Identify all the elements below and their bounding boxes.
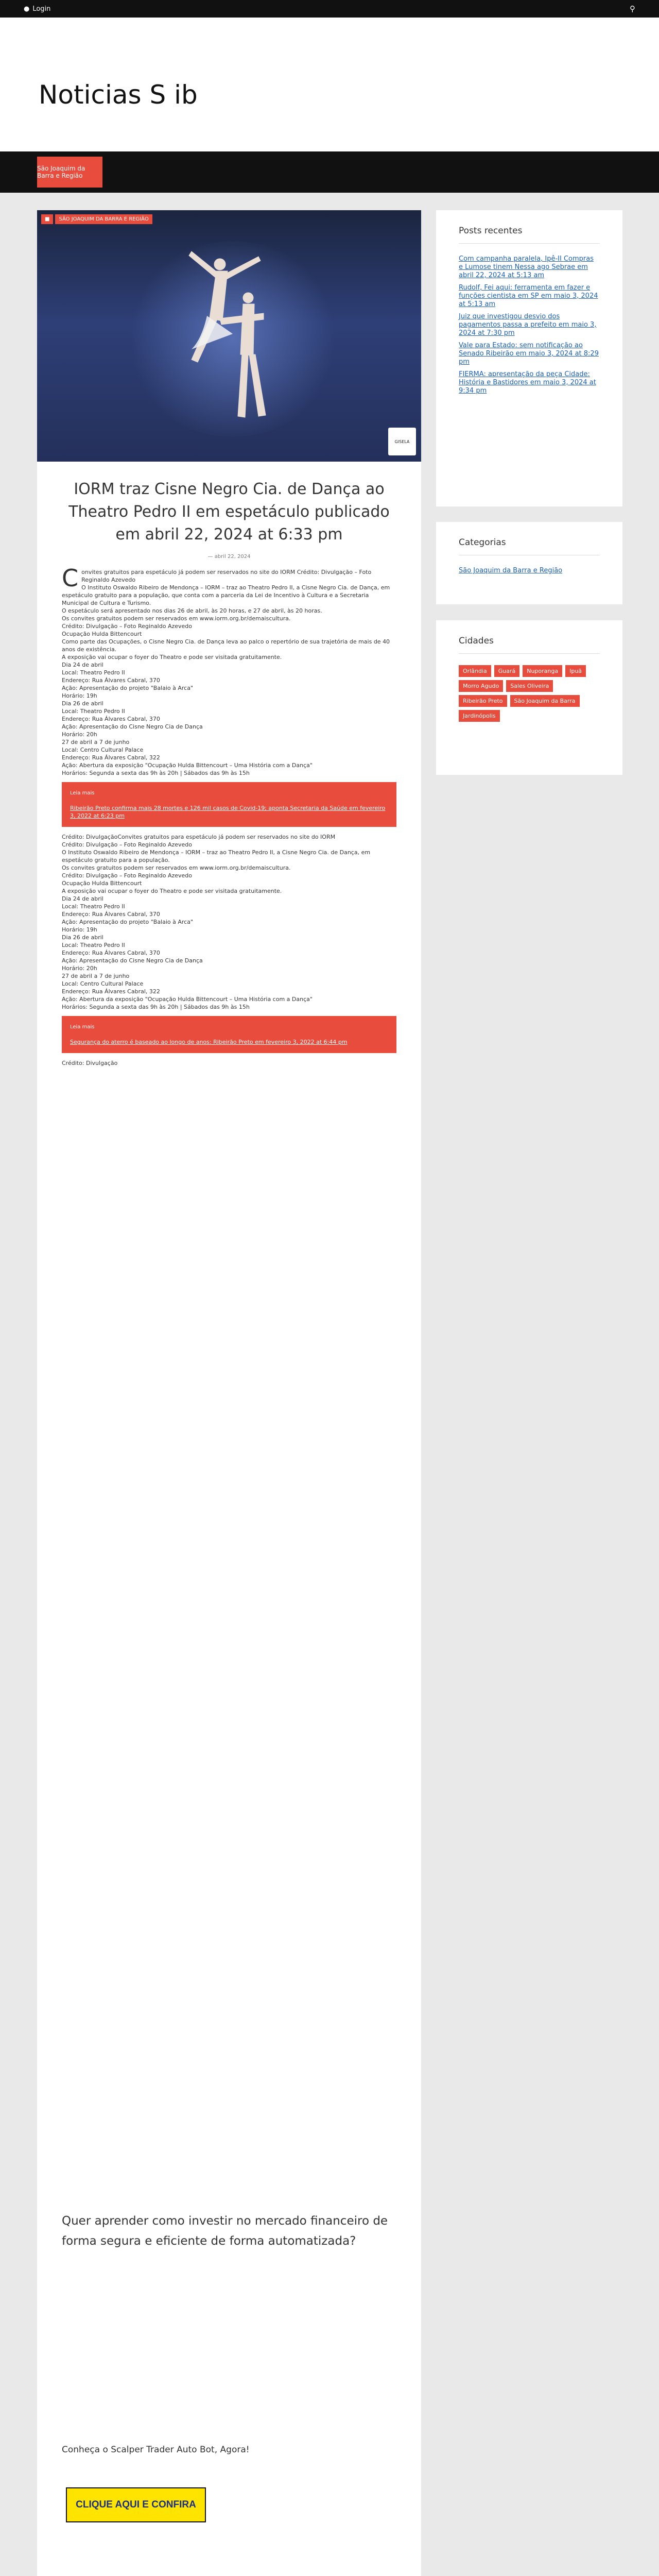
body-paragraph: Horário: 19h: [62, 692, 97, 699]
body-paragraph: Endereço: Rua Álvares Cabral, 370: [62, 716, 160, 722]
body-paragraph: Crédito: Divulgação – Foto Reginaldo Azevedo: [62, 872, 193, 879]
body-paragraph: Horário: 20h: [62, 965, 97, 972]
drop-cap: C: [62, 564, 79, 592]
city-tag[interactable]: Jardinópolis: [459, 710, 500, 722]
site-logo[interactable]: Noticias S ib: [39, 80, 198, 110]
recent-post-link[interactable]: Vale para Estado: sem notificação ao Senado Ribeirão em maio 3, 2024 at 8:29 pm: [459, 342, 599, 366]
login-link[interactable]: [24, 5, 50, 13]
body-paragraph: Ocupação Hulda Bittencourt: [62, 631, 142, 637]
body-paragraph: O espetáculo será apresentado nos dias 26 de abril, às 20 horas, e 27 de abril, às 20 horas.: [62, 607, 322, 614]
body-paragraph: O Instituto Oswaldo Ribeiro de Mendonça – IORM – traz ao Theatro Pedro II, a Cisne Negro Cia. de Dança, em espetáculo gratuito para a população, que conta com a parceria da Lei de Incentivo à Cultura e a Secretaria Municipal de Cultura e Turismo.: [62, 584, 390, 606]
cities-tag-cloud: [459, 665, 600, 722]
body-paragraph: Horário: 20h: [62, 731, 97, 738]
body-paragraph: 27 de abril a 7 de junho: [62, 739, 130, 745]
body-paragraph: Ação: Apresentação do Cisne Negro Cia de Dança: [62, 723, 203, 730]
city-tag[interactable]: Morro Agudo: [459, 680, 503, 692]
city-tag[interactable]: São Joaquim da Barra: [510, 695, 580, 707]
post-paragraphs-1: [62, 564, 396, 777]
recent-post-link[interactable]: FIERMA: apresentação da peça Cidade: História e Bastidores em maio 3, 2024 at 9:34 pm: [459, 370, 596, 395]
related-post-box-2: [62, 1016, 396, 1053]
city-tag[interactable]: Nuporanga: [523, 665, 562, 677]
body-paragraph: Endereço: Rua Álvares Cabral, 370: [62, 677, 160, 684]
promo-heading: Quer aprender como investir no mercado financeiro de forma segura e eficiente de forma automatizada?: [62, 2214, 388, 2248]
main-nav: [0, 151, 659, 193]
body-paragraph: Endereço: Rua Álvares Cabral, 370: [62, 950, 160, 956]
body-paragraph: A exposição vai ocupar o foyer do Theatro e pode ser visitada gratuitamente.: [62, 888, 282, 894]
body-paragraph: Local: Centro Cultural Palace: [62, 747, 144, 753]
related-label: Leia mais: [70, 1024, 95, 1030]
widget-cities: [436, 620, 622, 775]
body-paragraph: Dia 26 de abril: [62, 934, 103, 941]
photo-credit: Crédito: Divulgação: [62, 1060, 118, 1066]
promo-cta-button[interactable]: CLIQUE AQUI E CONFIRA: [66, 2487, 206, 2522]
main-article: [37, 210, 421, 2576]
body-paragraph: Ação: Abertura da exposição "Ocupação Hulda Bittencourt – Uma História com a Dança": [62, 996, 313, 1003]
body-paragraph: Endereço: Rua Álvares Cabral, 322: [62, 988, 160, 995]
categories-list: [459, 567, 600, 575]
body-paragraph: Os convites gratuitos podem ser reservados em www.iorm.org.br/demaiscultura.: [62, 865, 291, 871]
widget-categories: [436, 522, 622, 604]
body-paragraph: Local: Theatro Pedro II: [62, 942, 125, 948]
body-paragraph: O Instituto Oswaldo Ribeiro de Mendonça – IORM – traz ao Theatro Pedro II, a Cisne Negro Cia. de Dança, em espetáculo gratuito para a população.: [62, 849, 371, 863]
body-paragraph: Dia 24 de abril: [62, 895, 103, 902]
post-date-text: abril 22, 2024: [214, 554, 251, 560]
site-header: [0, 18, 659, 151]
body-paragraph: Ação: Apresentação do Cisne Negro Cia de Dança: [62, 957, 203, 964]
content-wrap: [0, 193, 659, 2576]
city-tag[interactable]: Sales Oliveira: [506, 680, 553, 692]
body-paragraph: Crédito: DivulgaçãoConvites gratuitos para espetáculo já podem ser reservados no site do IORM: [62, 834, 336, 840]
body-paragraph: Dia 24 de abril: [62, 662, 103, 668]
body-paragraph: onvites gratuitos para espetáculo já podem ser reservados no site do IORM Crédito: Divulgação – Foto Reginaldo Azevedo: [81, 569, 372, 583]
recent-post-link[interactable]: Com campanha paralela, Ipê-II Compras e Lumose tinem Nessa ago Sebrae em abril 22, 2024 at 5:13 am: [459, 255, 594, 279]
body-paragraph: Crédito: Divulgação – Foto Reginaldo Azevedo: [62, 623, 193, 630]
login-label: Login: [32, 5, 51, 13]
body-paragraph: Ação: Apresentação do projeto "Balaio à Arca": [62, 919, 194, 925]
body-paragraph: A exposição vai ocupar o foyer do Theatro e pode ser visitada gratuitamente.: [62, 654, 282, 660]
body-paragraph: Crédito: Divulgação – Foto Reginaldo Azevedo: [62, 841, 193, 848]
body-paragraph: Local: Centro Cultural Palace: [62, 980, 144, 987]
dancers-illustration: [37, 210, 421, 462]
recent-post-link[interactable]: Rudolf, Fei aqui: ferramenta em fazer e funções cientista em SP em maio 3, 2024 at 5:13 am: [459, 284, 598, 308]
user-icon: ●: [24, 5, 30, 13]
body-paragraph: Local: Theatro Pedro II: [62, 903, 125, 910]
body-paragraph: Endereço: Rua Álvares Cabral, 322: [62, 754, 160, 761]
body-paragraph: Horário: 19h: [62, 926, 97, 933]
watermark-text: GISELA: [394, 439, 410, 444]
body-paragraph: Endereço: Rua Álvares Cabral, 370: [62, 911, 160, 918]
nav-item-sao-joaquim[interactable]: São Joaquim da Barra e Região: [37, 157, 102, 188]
photo-watermark: [388, 428, 416, 455]
city-tag[interactable]: Orlândia: [459, 665, 491, 677]
promo-subheading: Conheça o Scalper Trader Auto Bot, Agora!: [62, 2445, 250, 2455]
city-tag[interactable]: Guará: [494, 665, 520, 677]
body-paragraph: Ação: Apresentação do projeto "Balaio à Arca": [62, 685, 194, 691]
widget-title: Cidades: [459, 636, 600, 654]
body-paragraph: Horários: Segunda a sexta das 9h às 20h | Sábados das 9h às 15h: [62, 1004, 250, 1010]
body-paragraph: Local: Theatro Pedro II: [62, 708, 125, 715]
category-badges: [41, 214, 152, 224]
body-paragraph: Ação: Abertura da exposição "Ocupação Hulda Bittencourt – Uma História com a Dança": [62, 762, 313, 769]
search-icon[interactable]: ⚲: [630, 4, 635, 13]
recent-posts-list: [459, 255, 600, 395]
city-tag[interactable]: Ipuã: [565, 665, 586, 677]
post-title: IORM traz Cisne Negro Cia. de Dança ao Theatro Pedro II em espetáculo publicado em abril 22, 2024 at 6:33 pm: [68, 480, 390, 544]
category-badge[interactable]: SÃO JOAQUIM DA BARRA E REGIÃO: [55, 214, 152, 224]
widget-title: Posts recentes: [459, 226, 600, 244]
body-paragraph: Ocupação Hulda Bittencourt: [62, 880, 142, 887]
body-paragraph: Dia 26 de abril: [62, 700, 103, 707]
related-label: Leia mais: [70, 790, 95, 796]
body-paragraph: 27 de abril a 7 de junho: [62, 973, 130, 979]
post-date: — abril 22, 2024: [207, 554, 251, 560]
related-post-link-2[interactable]: Segurança do aterro é baseado ao longo de anos: Ribeirão Preto em fevereiro 3, 2022 at 6:44 pm: [70, 1039, 348, 1045]
related-post-box: [62, 782, 396, 827]
top-bar: [0, 0, 659, 18]
featured-image: [37, 210, 421, 462]
folder-icon: ■: [41, 214, 53, 224]
body-paragraph: Horários: Segunda a sexta das 9h às 20h | Sábados das 9h às 15h: [62, 770, 250, 776]
post-paragraphs-2: [62, 833, 396, 1011]
widget-title: Categorias: [459, 537, 600, 555]
body-paragraph: Os convites gratuitos podem ser reservados em www.iorm.org.br/demaiscultura.: [62, 615, 291, 622]
related-post-link[interactable]: Ribeirão Preto confirma mais 28 mortes e 126 mil casos de Covid-19; aponta Secretaria da Saúde em fevereiro 3, 2022 at 6:23 pm: [70, 805, 386, 819]
city-tag[interactable]: Ribeirão Preto: [459, 695, 507, 707]
widget-recent-posts: [436, 210, 622, 506]
recent-post-link[interactable]: Juiz que investigou desvio dos pagamentos passa a prefeito em maio 3, 2024 at 7:30 pm: [459, 313, 597, 337]
post-body: [62, 564, 396, 1067]
body-paragraph: Local: Theatro Pedro II: [62, 669, 125, 676]
category-link[interactable]: São Joaquim da Barra e Região: [459, 567, 563, 574]
body-paragraph: Como parte das Ocupações, o Cisne Negro Cia. de Dança leva ao palco o repertório de sua trajetória de mais de 40 anos de existência.: [62, 638, 390, 653]
